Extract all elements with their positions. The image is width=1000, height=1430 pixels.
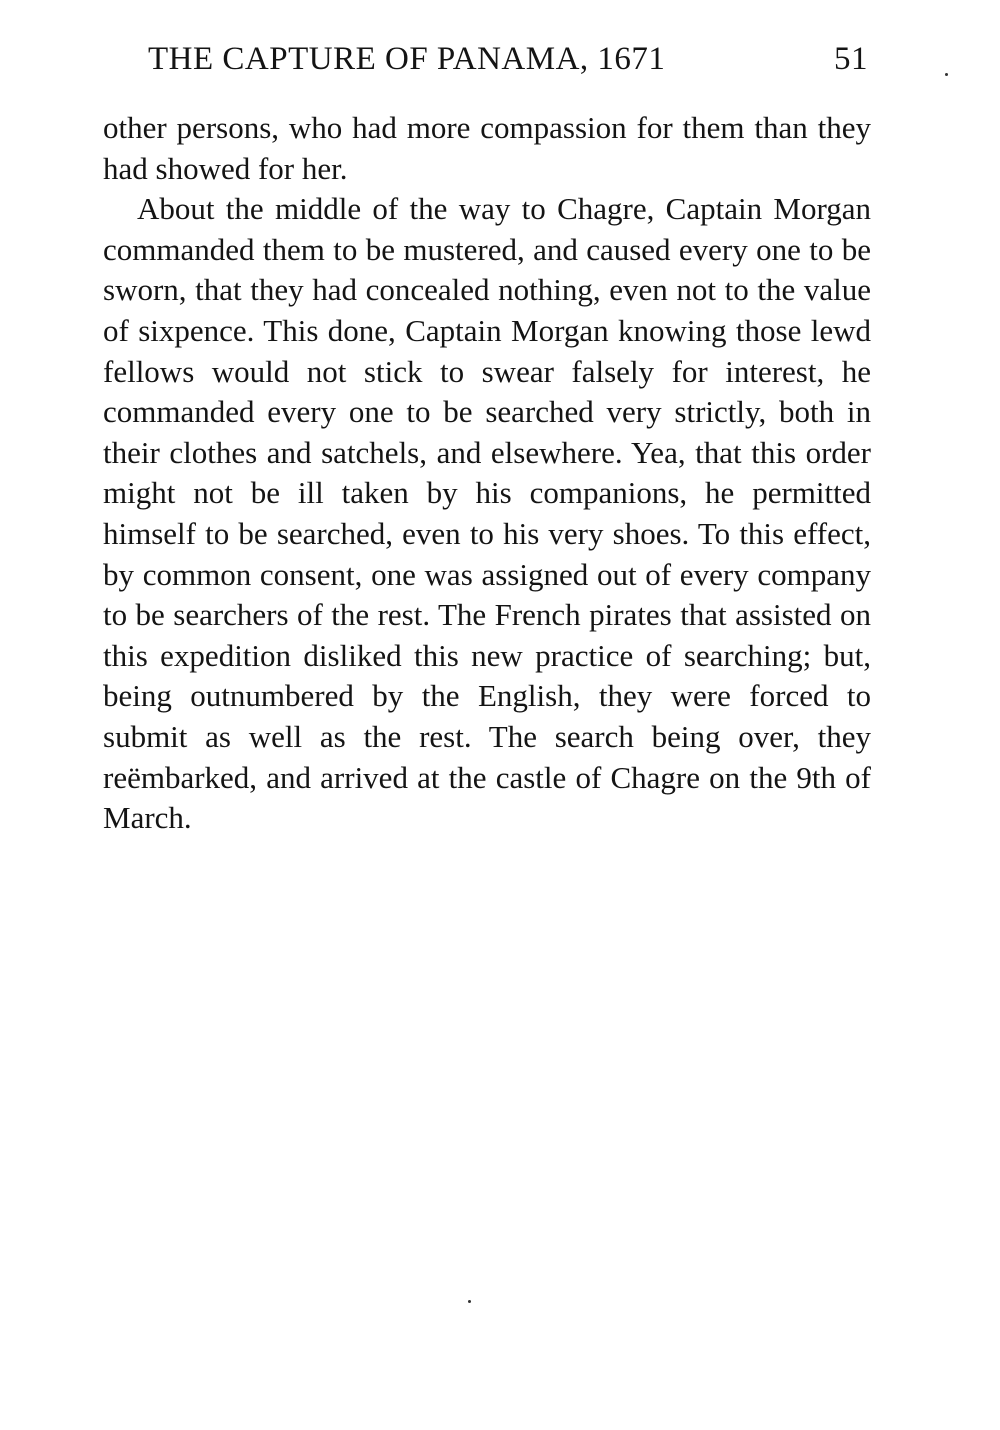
body-text — [103, 108, 871, 839]
page-number: 51 — [834, 41, 868, 77]
paragraph-continued: other persons, who had more compassion for them than they had showed for her. — [103, 110, 871, 186]
running-header — [100, 38, 870, 80]
running-title: THE CAPTURE OF PANAMA, 1671 — [148, 41, 666, 77]
paragraph: About the middle of the way to Chagre, Captain Morgan commanded them to be mustered, and caused every one to be sworn, that they had concealed nothing, even not to the value of sixpence. This done, Captain Morgan knowing those lewd fellows would not stick to swear falsely for interest, he commanded every one to be searched very strictly, both in their clothes and satchels, and elsewhere. Yea, that this order might not be ill taken by his companions, he permitted himself to be searched, even to his very shoes. To this effect, by common consent, one was assigned out of every company to be searchers of the rest. The French pirates that assisted on this expedition disliked this new practice of searching; but, being outnumbered by the English, they were forced to submit as well as the rest. The search being over, they reëmbarked, and arrived at the castle of Chagre on the 9th of March. — [103, 191, 871, 836]
scan-speck — [468, 1300, 471, 1303]
scan-speck — [945, 73, 948, 76]
